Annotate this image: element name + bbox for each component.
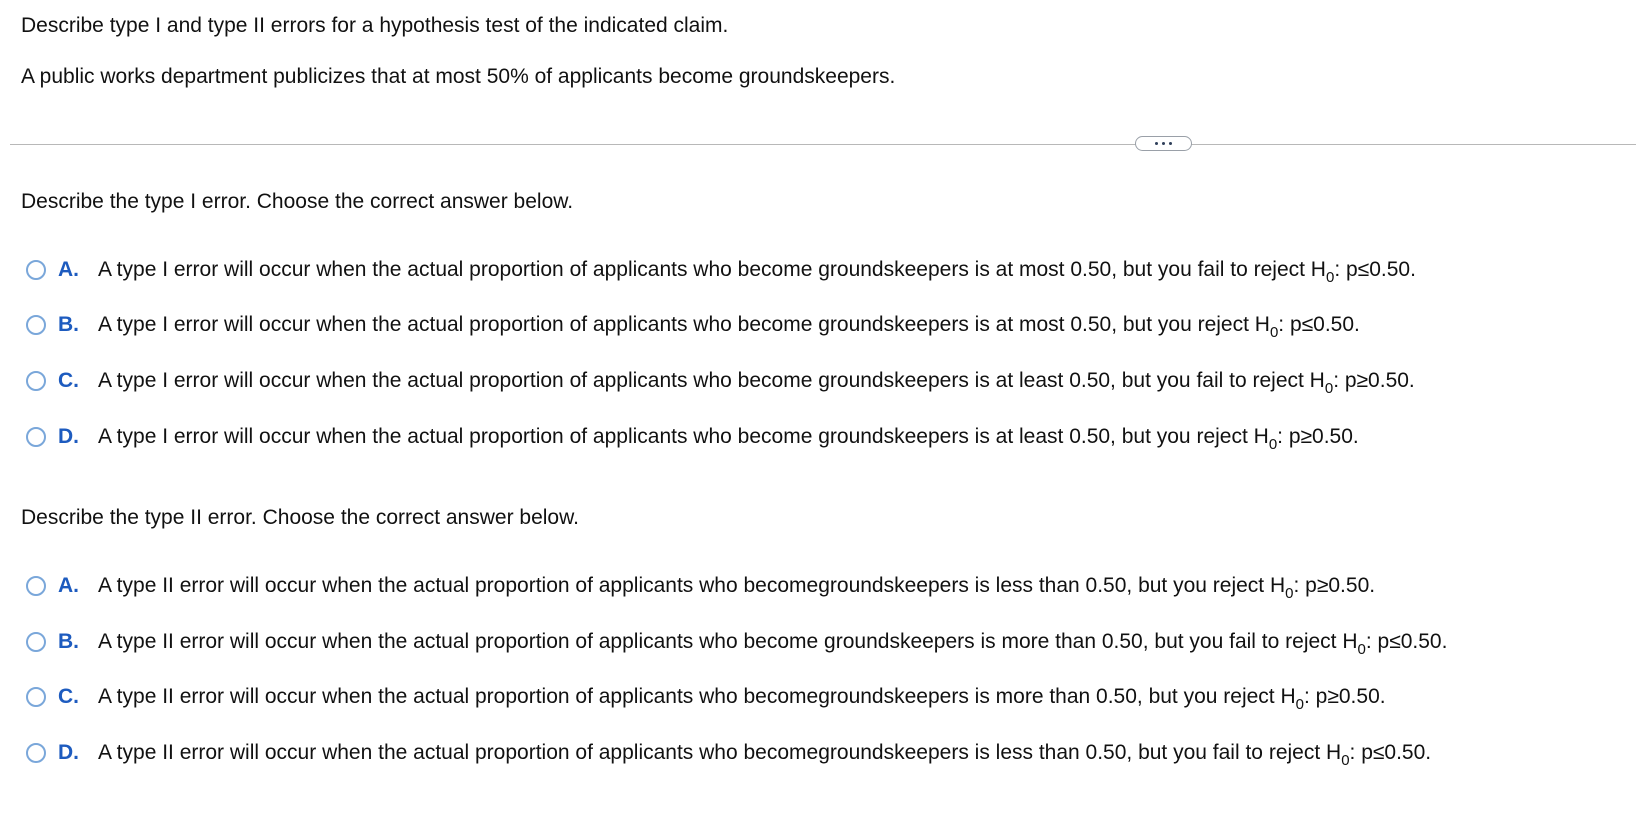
type2-prompt: Describe the type II error. Choose the correct answer below. — [21, 506, 579, 529]
radio-button[interactable] — [26, 632, 46, 652]
option-letter: D. — [58, 741, 79, 764]
type2-option-d[interactable] — [26, 739, 1431, 767]
ellipsis-icon — [1155, 142, 1158, 145]
option-text: A type I error will occur when the actual proportion of applicants who become groundskeepers is at most 0.50, but you fail to reject $H_0$: p≤0.50. — [98, 258, 1416, 286]
option-text: A type II error will occur when the actual proportion of applicants who becomegroundskeepers is more than 0.50, but you reject $H_0$: p≥0.50. — [98, 685, 1386, 713]
type1-prompt: Describe the type I error. Choose the correct answer below. — [21, 190, 574, 213]
radio-button[interactable] — [26, 743, 46, 763]
more-options-button[interactable] — [1135, 136, 1192, 151]
type2-option-c[interactable] — [26, 683, 1386, 711]
type1-option-d[interactable] — [26, 423, 1359, 451]
type1-option-b[interactable] — [26, 311, 1360, 339]
type2-option-a[interactable] — [26, 572, 1375, 600]
option-letter: B. — [58, 313, 79, 336]
option-letter: B. — [58, 630, 79, 653]
radio-button[interactable] — [26, 371, 46, 391]
type2-option-b[interactable] — [26, 628, 1447, 656]
option-text: A type I error will occur when the actual proportion of applicants who become groundskeepers is at least 0.50, but you reject $H_0$: p≥0.50. — [98, 425, 1359, 453]
option-text: A type II error will occur when the actual proportion of applicants who become groundskeepers is more than 0.50, but you fail to reject $H_0$: p≤0.50. — [98, 630, 1448, 658]
section-divider — [10, 144, 1636, 145]
radio-button[interactable] — [26, 576, 46, 596]
option-letter: C. — [58, 685, 79, 708]
option-letter: A. — [58, 574, 79, 597]
question-instruction: Describe type I and type II errors for a hypothesis test of the indicated claim. — [21, 14, 729, 37]
claim-statement: A public works department publicizes that at most 50% of applicants become groundskeepers. — [21, 65, 896, 88]
option-text: A type II error will occur when the actual proportion of applicants who becomegroundskeepers is less than 0.50, but you fail to reject $H_0$: p≤0.50. — [98, 741, 1432, 769]
option-letter: D. — [58, 425, 79, 448]
option-letter: A. — [58, 258, 79, 281]
option-text: A type I error will occur when the actual proportion of applicants who become groundskeepers is at least 0.50, but you fail to reject $H_0$: p≥0.50. — [98, 369, 1415, 397]
option-text: A type I error will occur when the actual proportion of applicants who become groundskeepers is at most 0.50, but you reject $H_0$: p≤0.50. — [98, 313, 1360, 341]
option-letter: C. — [58, 369, 79, 392]
type1-option-a[interactable] — [26, 256, 1416, 284]
radio-button[interactable] — [26, 260, 46, 280]
radio-button[interactable] — [26, 427, 46, 447]
radio-button[interactable] — [26, 315, 46, 335]
option-text: A type II error will occur when the actual proportion of applicants who becomegroundskeepers is less than 0.50, but you reject $H_0$: p≥0.50. — [98, 574, 1376, 602]
radio-button[interactable] — [26, 687, 46, 707]
type1-option-c[interactable] — [26, 367, 1415, 395]
